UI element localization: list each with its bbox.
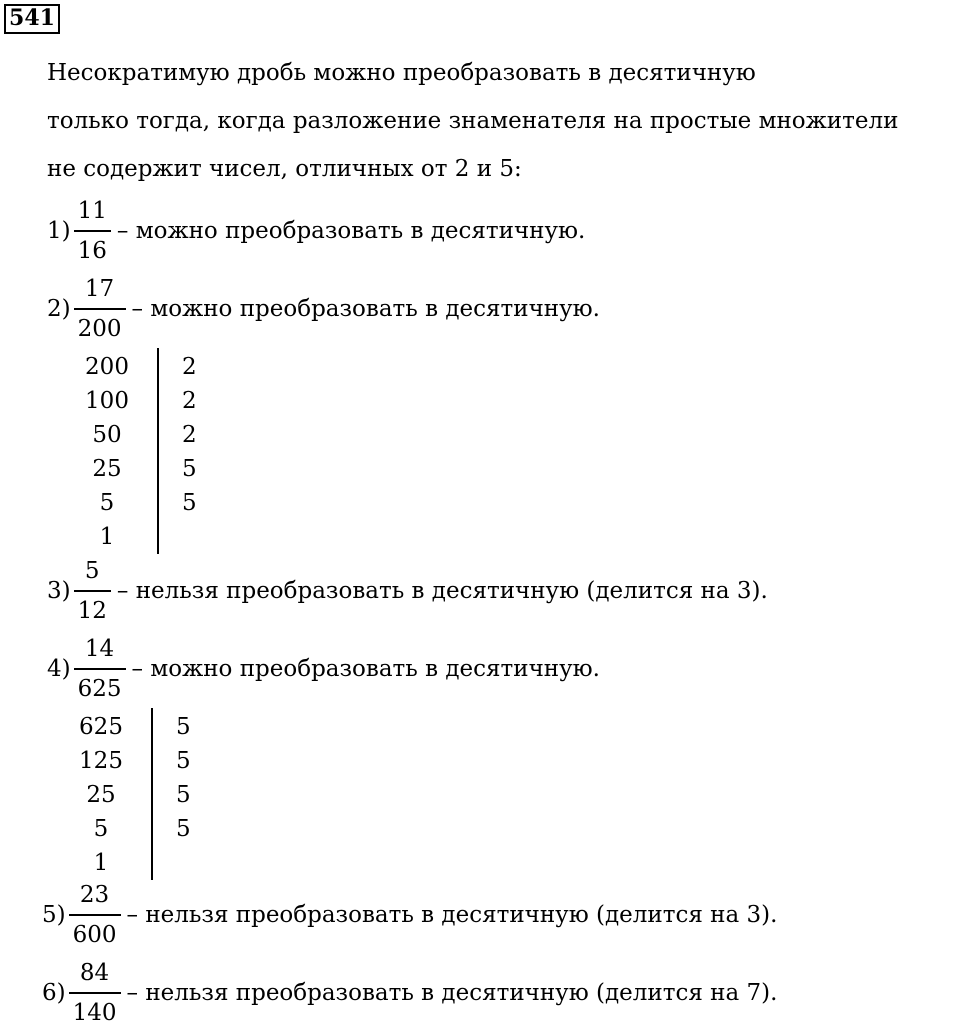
- item-label: 4): [47, 656, 71, 682]
- divisor: 5: [176, 816, 191, 842]
- dividend: 25: [86, 782, 116, 808]
- item-text: – можно преобразовать в десятичную.: [116, 218, 586, 244]
- dividend: 1: [93, 850, 109, 876]
- divisor: 5: [176, 748, 191, 774]
- fraction: [69, 880, 121, 950]
- dividend: 1: [99, 524, 115, 550]
- item-label: 6): [42, 980, 66, 1006]
- item-text: – нельзя преобразовать в десятичную (делится на 3).: [116, 578, 768, 604]
- numerator: 11: [77, 198, 107, 224]
- item-label: 5): [42, 902, 66, 928]
- divisor: 2: [182, 422, 197, 448]
- item-text: – можно преобразовать в десятичную.: [131, 656, 600, 682]
- divisor: 5: [182, 490, 197, 516]
- fraction-item-2: [47, 274, 600, 344]
- fraction: [74, 274, 126, 344]
- factorization-625: [66, 712, 226, 888]
- fraction: [69, 958, 121, 1028]
- intro-line-3: не содержит чисел, отличных от 2 и 5:: [47, 156, 522, 182]
- numerator: 17: [84, 276, 115, 302]
- fraction-item-3: [47, 556, 768, 626]
- denominator: 12: [77, 598, 107, 624]
- fraction-item-5: [42, 880, 777, 950]
- factorization-divider: [157, 348, 159, 554]
- denominator: 140: [72, 1000, 117, 1026]
- divisor: 5: [176, 714, 191, 740]
- fraction-item-4: [47, 634, 600, 704]
- dividend: 50: [92, 422, 122, 448]
- divisor: 2: [182, 354, 197, 380]
- numerator: 84: [79, 960, 110, 986]
- fraction-item-6: [42, 958, 777, 1028]
- fraction-bar: [69, 914, 121, 916]
- numerator: 14: [84, 636, 115, 662]
- numerator: 23: [79, 882, 110, 908]
- fraction: [74, 556, 111, 626]
- dividend: 100: [85, 388, 129, 414]
- fraction: [74, 634, 126, 704]
- fraction-bar: [74, 230, 111, 232]
- denominator: 16: [77, 238, 107, 264]
- factorization-200: [72, 352, 232, 562]
- divisor: 5: [182, 456, 197, 482]
- item-text: – можно преобразовать в десятичную.: [131, 296, 600, 322]
- denominator: 600: [72, 922, 117, 948]
- dividend: 625: [79, 714, 123, 740]
- item-label: 1): [47, 218, 71, 244]
- intro-line-1: Несократимую дробь можно преобразовать в десятичную: [47, 60, 756, 86]
- fraction-bar: [69, 992, 121, 994]
- factorization-divider: [151, 708, 153, 880]
- item-text: – нельзя преобразовать в десятичную (делится на 3).: [126, 902, 778, 928]
- fraction-bar: [74, 590, 111, 592]
- denominator: 625: [77, 676, 122, 702]
- item-label: 2): [47, 296, 71, 322]
- dividend: 200: [85, 354, 129, 380]
- numerator: 5: [84, 558, 100, 584]
- dividend: 25: [92, 456, 122, 482]
- fraction-bar: [74, 668, 126, 670]
- dividend: 5: [93, 816, 109, 842]
- fraction-item-1: [47, 196, 585, 266]
- intro-line-2: только тогда, когда разложение знаменателя на простые множители: [47, 108, 899, 134]
- fraction-bar: [74, 308, 126, 310]
- divisor: 2: [182, 388, 197, 414]
- item-text: – нельзя преобразовать в десятичную (делится на 7).: [126, 980, 778, 1006]
- fraction: [74, 196, 111, 266]
- dividend: 125: [79, 748, 123, 774]
- dividend: 5: [99, 490, 115, 516]
- item-label: 3): [47, 578, 71, 604]
- denominator: 200: [77, 316, 122, 342]
- divisor: 5: [176, 782, 191, 808]
- problem-number: 541: [4, 4, 60, 34]
